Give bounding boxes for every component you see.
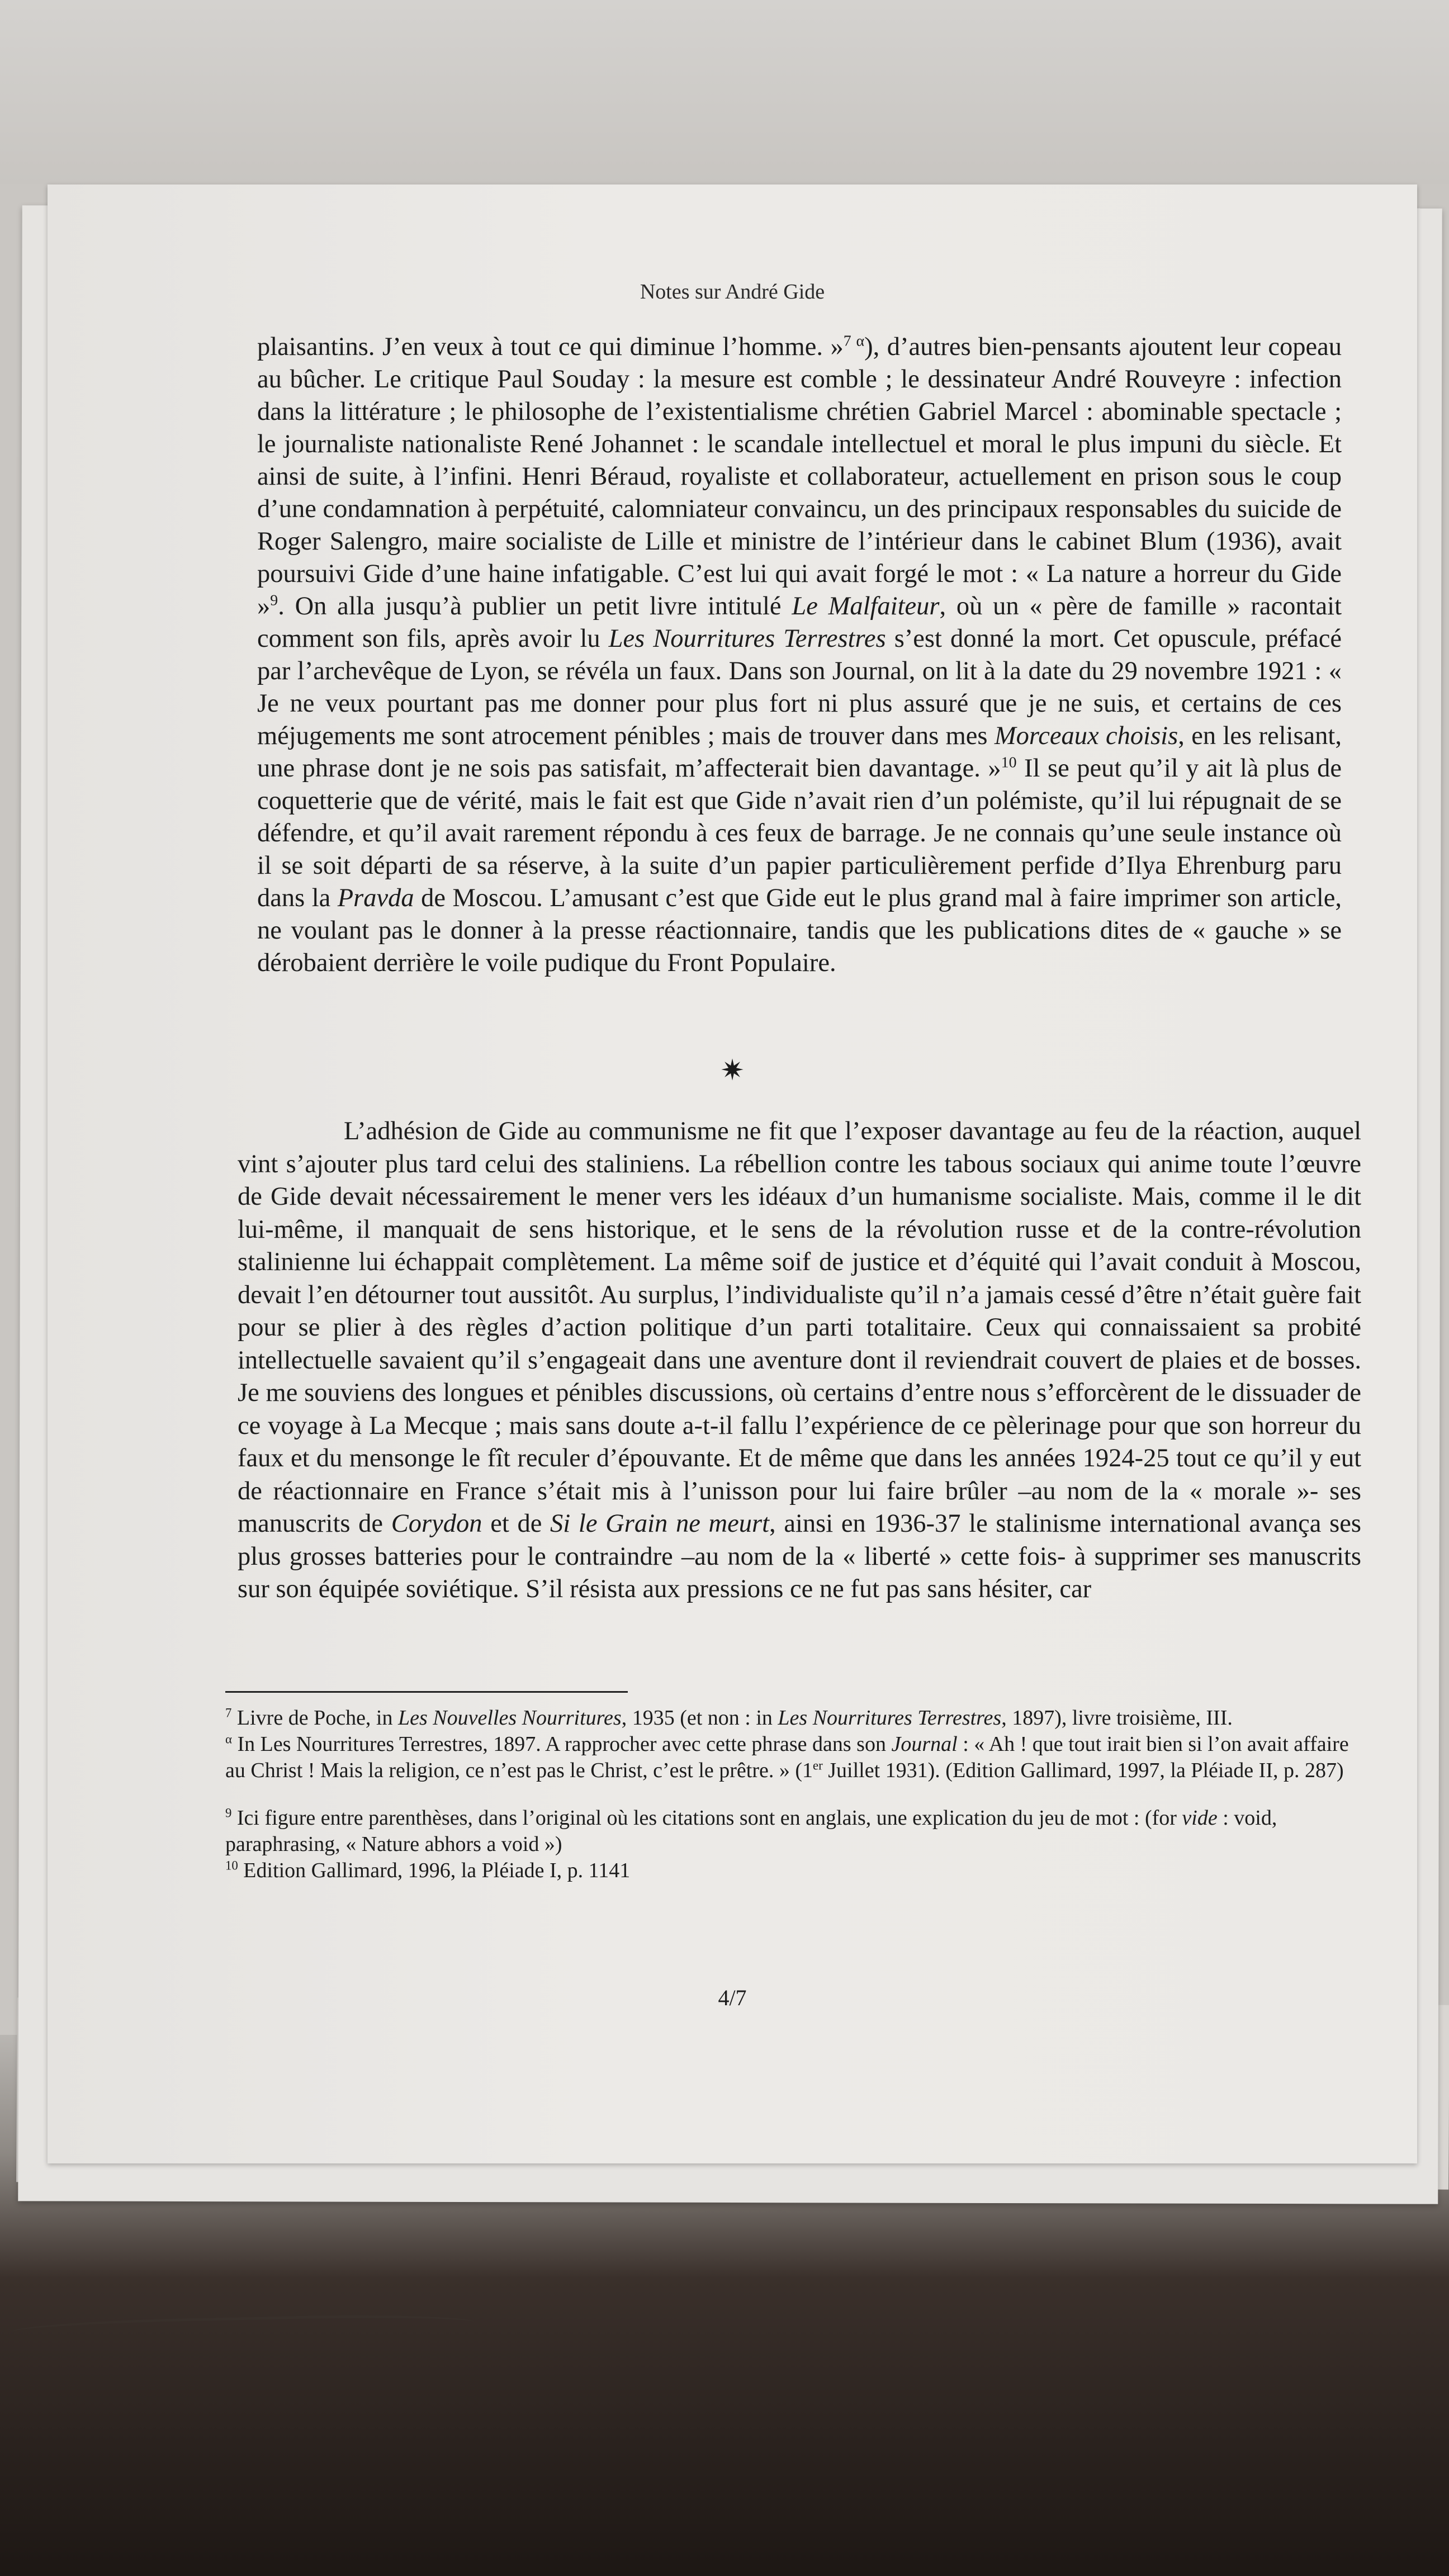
italic-title: Morceaux choisis <box>994 722 1178 750</box>
italic-title: Corydon <box>391 1509 482 1538</box>
ordinal-suffix: er <box>813 1758 823 1773</box>
footnote-9 <box>225 1805 1371 1858</box>
text-run: , 1897), livre troisième, III. <box>1001 1706 1233 1730</box>
document-page <box>48 184 1417 2163</box>
background-top <box>0 0 1449 184</box>
text-run: , 1935 (et non : in <box>621 1706 778 1730</box>
footnote-number: 7 <box>225 1706 232 1720</box>
italic-title: Si le Grain ne meurt <box>550 1509 770 1538</box>
italic-title: Pravda <box>337 884 414 912</box>
footnote-ref: 10 <box>1001 754 1017 771</box>
paragraph <box>238 1115 1361 1606</box>
text-run: plaisantins. J’en veux à tout ce qui diminue l’homme. » <box>257 333 844 361</box>
paragraph-continuation <box>257 331 1342 979</box>
italic-title: Le Malfaiteur <box>792 592 940 621</box>
text-run: . On alla jusqu’à publier un petit livre intitulé <box>278 592 792 621</box>
text-run: , ainsi en 1936-37 le stalinisme international avança ses plus grosses batteries pour le contraindre –au nom de la « liberté » cette fois- à supprimer ses manuscrits sur son équipée soviétique. S’il résista aux pressions ce ne fut pas sans hésiter, car <box>238 1509 1361 1603</box>
text-run: s’est donné la mort. Cet opuscule, préfacé par l’archevêque de Lyon, se révéla un faux. Dans son Journal, on lit à la date du 29 novembre 1921 : « Je ne veux pourtant pas me donner pour plus fort ni plus assuré que je ne suis, et certains de ces méjugements me sont atrocement pénibles ; mais de trouver dans mes <box>257 624 1342 750</box>
footnote-10 <box>225 1858 1371 1884</box>
italic-title: Les Nourritures Terrestres <box>608 624 886 653</box>
text-run: et de <box>482 1509 551 1538</box>
italic-title: Les Nourritures Terrestres <box>778 1706 1002 1730</box>
paragraph <box>257 331 1342 979</box>
text-run: , où un « père de famille » racontait comment son fils, après avoir lu <box>257 592 1342 653</box>
italic-title: Journal <box>891 1732 958 1756</box>
footnote-7 <box>225 1705 1371 1731</box>
text-run: Il se peut qu’il y ait là plus de coquetterie que de vérité, mais le fait est que Gide n’avait rien d’un polémiste, qu’il lui répugnait de se défendre, et qu’il avait rarement répondu à ces feux de barrage. Je ne connais qu’une seule instance où il se soit départi de sa réserve, à la suite d’un papier particulièrement perfide d’Ilya Ehrenburg paru dans la <box>257 754 1342 912</box>
text-run: In Les Nourritures Terrestres, 1897. A rapprocher avec cette phrase dans son <box>231 1732 892 1756</box>
running-header: Notes sur André Gide <box>640 280 825 304</box>
section-separator-asterisk: ✷ <box>720 1055 745 1087</box>
paragraph-section <box>238 1115 1361 1606</box>
italic-word: vide <box>1182 1806 1218 1830</box>
footnotes <box>225 1705 1371 1884</box>
text-run: Edition Gallimard, 1996, la Pléiade I, p. 1141 <box>238 1859 631 1882</box>
footnote-alpha <box>225 1731 1371 1784</box>
italic-title: Les Nouvelles Nourritures <box>398 1706 622 1730</box>
footnote-rule <box>225 1691 628 1693</box>
text-run: , en les relisant, une phrase dont je ne sois pas satisfait, m’affecterait bien davantage. » <box>257 722 1342 783</box>
text-run: : « Ah ! que tout irait bien si l’on avait affaire au Christ ! Mais la religion, ce n’est pas le Christ, c’est le prêtre. » (1 <box>225 1732 1349 1782</box>
text-run: de Moscou. L’amusant c’est que Gide eut le plus grand mal à faire imprimer son article, ne voulant pas le donner à la presse réactionnaire, tandis que les publications dites de « gauche » se dérobaient derrière le voile pudique du Front Populaire. <box>257 884 1342 977</box>
text-run: : void, paraphrasing, « Nature abhors a void ») <box>225 1806 1277 1856</box>
text-run: Juillet 1931). (Edition Gallimard, 1997, la Pléiade II, p. 287) <box>822 1759 1344 1782</box>
footnote-ref: 9 <box>270 591 278 609</box>
text-run: Ici figure entre parenthèses, dans l’original où les citations sont en anglais, une explication du jeu de mot : (for <box>231 1806 1182 1830</box>
footnote-ref: 7 α <box>843 332 865 350</box>
footnote-number: 9 <box>225 1806 232 1820</box>
footnote-number: 10 <box>225 1858 238 1873</box>
page-number: 4/7 <box>718 1985 747 2010</box>
text-run: ), d’autres bien-pensants ajoutent leur copeau au bûcher. Le critique Paul Souday : la mesure est comble ; le dessinateur André Rouveyre : infection dans la littérature ; le philosophe de l’existentialisme chrétien Gabriel Marcel : abominable spectacle ; le journaliste nationaliste René Johannet : le scandale intellectuel et moral le plus impuni du siècle. Et ainsi de suite, à l’infini. Henri Béraud, royaliste et collaborateur, actuellement en prison sous le coup d’une condamnation à perpétuité, calomniateur convaincu, un des principaux responsables du suicide de Roger Salengro, maire socialiste de Lille et ministre de l’intérieur dans le cabinet Blum (1936), avait poursuivi Gide d’une haine infatigable. C’est lui qui avait forgé le mot : « La nature a horreur du Gide » <box>257 333 1342 621</box>
footnote-number: α <box>225 1732 232 1746</box>
text-run: Livre de Poche, in <box>231 1706 398 1730</box>
text-run: L’adhésion de Gide au communisme ne fit que l’exposer davantage au feu de la réaction, auquel vint s’ajouter plus tard celui des staliniens. La rébellion contre les tabous sociaux qui anime toute l’œuvre de Gide devait nécessairement le mener vers les idéaux d’un humanisme socialiste. Mais, comme il le dit lui-même, il manquait de sens historique, et le sens de la révolution russe et de la contre-révolution stalinienne lui échappait complètement. La même soif de justice et d’équité qui l’avait conduit à Moscou, devait l’en détourner tout aussitôt. Au surplus, l’individualiste qu’il n’a jamais cessé d’être n’était guère fait pour se plier à des règles d’action politique d’un parti totalitaire. Ceux qui connaissaient sa probité intellectuelle savaient qu’il s’engageait dans une aventure dont il reviendrait couvert de plaies et de bosses. Je me souviens des longues et pénibles discussions, où certains d’entre nous s’efforcèrent de le dissuader de ce voyage à La Mecque ; mais sans doute a-t-il fallu l’expérience de ce pèlerinage pour que son horreur du faux et du mensonge le fît reculer d’épouvante. Et de même que dans les années 1924-25 tout ce qu’il y eut de réactionnaire en France s’était mis à l’unisson pour lui faire brûler –au nom de la « morale »- ses manuscrits de <box>238 1117 1361 1538</box>
